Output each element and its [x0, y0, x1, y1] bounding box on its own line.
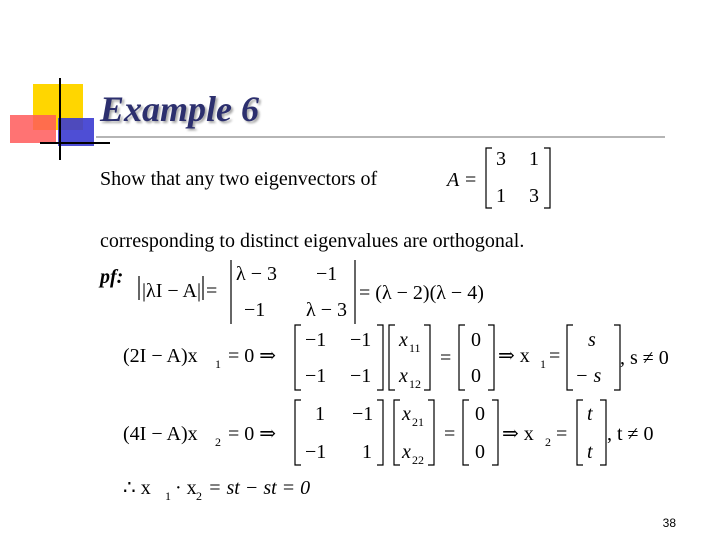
case2-matrix-right-bracket: [377, 400, 383, 465]
proof-label: pf:: [100, 266, 124, 288]
case2-sol-right-bracket: [600, 400, 606, 465]
case1-lhs-tail: = 0 ⇒: [228, 345, 277, 367]
case2-lhs-subscript: 2: [215, 435, 221, 449]
case2-lhs-tail: = 0 ⇒: [228, 423, 277, 445]
char-poly-cell: −1: [316, 263, 338, 285]
conclusion-therefore: ∴ x: [123, 477, 151, 499]
conclusion-subscript: 2: [196, 489, 202, 503]
case2-vec-left-bracket: [394, 400, 400, 465]
case1-matrix-cell: −1: [350, 329, 372, 351]
case2-matrix-cell: 1: [315, 403, 325, 425]
case1-vec-right-bracket: [424, 325, 430, 390]
case1-matrix-cell: −1: [305, 329, 327, 351]
case2-matrix-cell: −1: [352, 403, 374, 425]
matrix-A-cell: 3: [529, 185, 539, 207]
case2-lhs: (4I − A)x: [123, 423, 198, 445]
case2-matrix-cell: 1: [362, 441, 372, 463]
case2-solution: t: [587, 441, 593, 463]
case1-condition: , s ≠ 0: [620, 347, 669, 369]
case1-zero-left-bracket: [459, 325, 465, 390]
case1-sol-left-bracket: [567, 325, 573, 390]
case2-zero-left-bracket: [463, 400, 469, 465]
case1-arrow: ⇒ x: [498, 345, 530, 367]
case1-solution: s: [588, 329, 596, 351]
case2-matrix-left-bracket: [295, 400, 301, 465]
case2-vec-entry: x: [402, 441, 411, 463]
case1-equals: =: [440, 347, 452, 369]
matrix-A-eq: =: [465, 169, 477, 191]
case2-x-subscript: 2: [545, 435, 551, 449]
case2-sol-left-bracket: [577, 400, 583, 465]
case2-solution: t: [587, 403, 593, 425]
case1-zero-right-bracket: [488, 325, 494, 390]
matrix-A-cell: 3: [496, 148, 506, 170]
char-poly-rhs: = (λ − 2)(λ − 4): [359, 282, 484, 304]
char-poly-cell: −1: [244, 299, 266, 321]
case1-x-subscript: 1: [540, 357, 546, 371]
case2-vec-subscript: 22: [412, 453, 424, 467]
case2-zero-right-bracket: [492, 400, 498, 465]
page-number: 38: [662, 516, 676, 530]
case1-zero: 0: [471, 365, 481, 387]
case1-vec-subscript: 12: [409, 377, 421, 391]
case2-zero: 0: [475, 403, 485, 425]
case2-vec-right-bracket: [428, 400, 434, 465]
case2-matrix-cell: −1: [305, 441, 327, 463]
char-poly-cell: λ − 3: [236, 263, 277, 285]
statement-line-1: Show that any two eigenvectors of: [100, 168, 378, 190]
case2-x-eq: =: [556, 423, 568, 445]
matrix-A-right-bracket: [544, 148, 550, 208]
case2-zero: 0: [475, 441, 485, 463]
statement-line-2: corresponding to distinct eigenvalues are orthogonal.: [100, 230, 525, 252]
case1-vec-subscript: 11: [409, 341, 421, 355]
conclusion-dot: · x: [175, 477, 197, 499]
case2-vec-entry: x: [402, 403, 411, 425]
case1-matrix-left-bracket: [295, 325, 301, 390]
case2-condition: , t ≠ 0: [607, 423, 654, 445]
case1-matrix-right-bracket: [377, 325, 383, 390]
case1-x-eq: =: [549, 345, 561, 367]
case1-vec-entry: x: [399, 365, 408, 387]
case1-vec-entry: x: [399, 329, 408, 351]
char-poly-lhs: |λI − A| =: [142, 280, 218, 302]
matrix-A-name: A: [447, 169, 460, 191]
conclusion-rest: = st − st = 0: [208, 477, 311, 499]
case1-vec-left-bracket: [389, 325, 395, 390]
matrix-A-cell: 1: [529, 148, 539, 170]
case2-equals: =: [444, 423, 456, 445]
slide-title: Example 6: [100, 89, 259, 129]
case1-lhs-subscript: 1: [215, 357, 221, 371]
case1-lhs: (2I − A)x: [123, 345, 198, 367]
case2-vec-subscript: 21: [412, 415, 424, 429]
case2-arrow: ⇒ x: [502, 423, 534, 445]
matrix-A-cell: 1: [496, 185, 506, 207]
case1-matrix-cell: −1: [305, 365, 327, 387]
case1-solution: − s: [575, 365, 602, 387]
conclusion-subscript: 1: [165, 489, 171, 503]
char-poly-cell: λ − 3: [306, 299, 347, 321]
matrix-A-left-bracket: [486, 148, 492, 208]
case1-zero: 0: [471, 329, 481, 351]
case1-matrix-cell: −1: [350, 365, 372, 387]
